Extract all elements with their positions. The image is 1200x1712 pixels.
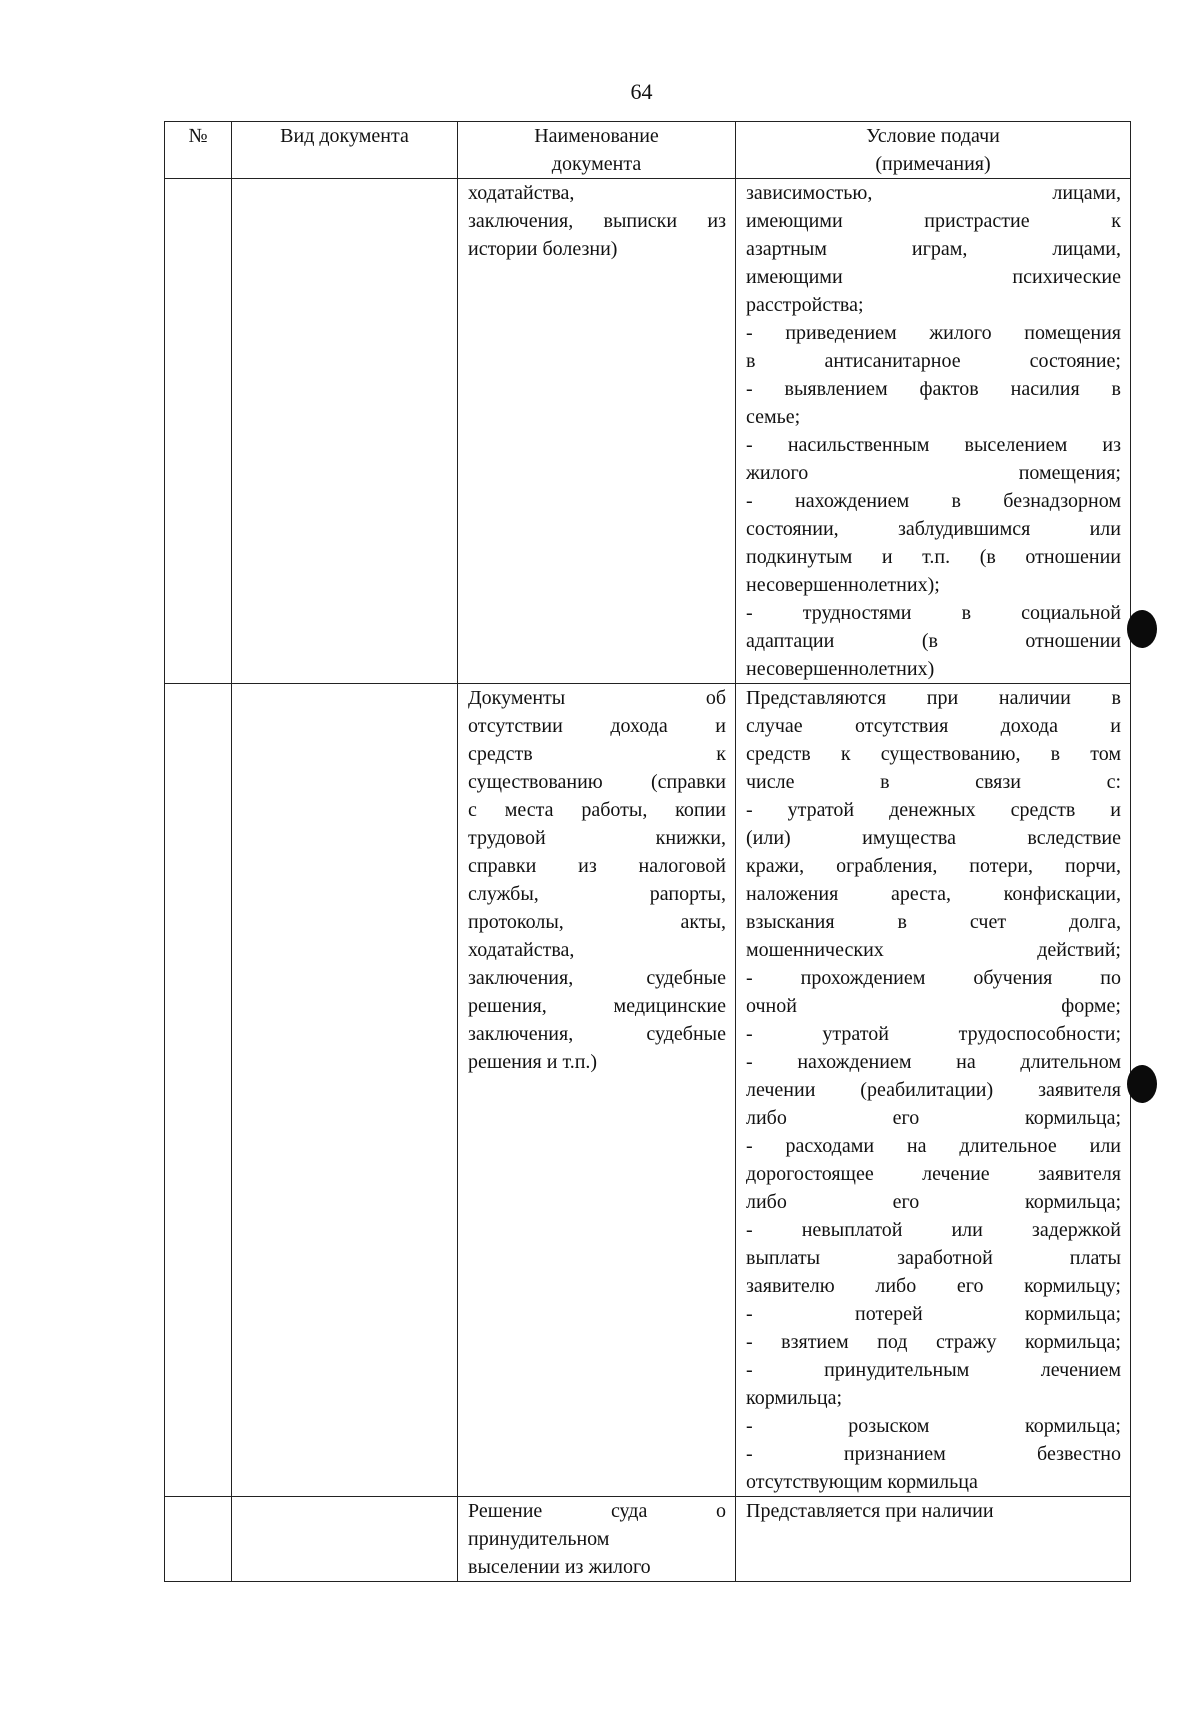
cell-doc-name: [458, 179, 736, 684]
condition-line: - выявлением фактов насилия в: [746, 378, 1121, 400]
condition-line: - потерей кормильца;: [746, 1303, 1121, 1325]
condition-line: очной форме;: [746, 995, 1121, 1017]
condition-line: имеющими пристрастие к: [746, 210, 1121, 232]
condition-line: числе в связи с:: [746, 771, 1121, 793]
condition-line: средств к существованию, в том: [746, 743, 1121, 765]
cell-doc-name: [458, 684, 736, 1497]
header-doc-name-line: Наименование: [534, 125, 659, 147]
condition-line: кражи, ограбления, потери, порчи,: [746, 855, 1121, 877]
condition-line: несовершеннолетних): [746, 658, 935, 680]
condition-line: - нахождением на длительном: [746, 1051, 1121, 1073]
table-header-row: [165, 122, 1131, 179]
header-number: №: [165, 122, 232, 179]
condition-line: либо его кормильца;: [746, 1107, 1121, 1129]
condition-line: несовершеннолетних);: [746, 574, 940, 596]
condition-line: адаптации (в отношении: [746, 630, 1121, 652]
condition-line: Представляется при наличии: [746, 1500, 994, 1522]
condition-line: - трудностями в социальной: [746, 602, 1121, 624]
condition-line: кормильца;: [746, 1387, 842, 1409]
cell-number: [165, 179, 232, 684]
header-condition-line: (примечания): [875, 153, 991, 175]
condition-line: - расходами на длительное или: [746, 1135, 1121, 1157]
doc-name-line: службы, рапорты,: [468, 883, 726, 905]
condition-line: имеющими психические: [746, 266, 1121, 288]
header-doc-name-line: документа: [551, 153, 642, 175]
condition-line: - утратой денежных средств и: [746, 799, 1121, 821]
condition-line: семье;: [746, 406, 801, 428]
condition-line: азартным играм, лицами,: [746, 238, 1121, 260]
condition-line: - признанием безвестно: [746, 1443, 1121, 1465]
table-row: [165, 1497, 1131, 1582]
cell-doc-name: [458, 1497, 736, 1582]
condition-line: выплаты заработной платы: [746, 1247, 1121, 1269]
cell-condition: [736, 1497, 1131, 1582]
table-row: [165, 179, 1131, 684]
condition-line: наложения ареста, конфискации,: [746, 883, 1121, 905]
header-doc-name: [458, 122, 736, 179]
condition-line: Представляются при наличии в: [746, 687, 1121, 709]
condition-line: - прохождением обучения по: [746, 967, 1121, 989]
cell-doc-type: [232, 1497, 458, 1582]
condition-line: в антисанитарное состояние;: [746, 350, 1121, 372]
condition-line: состоянии, заблудившимся или: [746, 518, 1121, 540]
condition-line: расстройства;: [746, 294, 864, 316]
doc-name-line: существованию (справки: [468, 771, 726, 793]
condition-line: - розыском кормильца;: [746, 1415, 1121, 1437]
condition-line: отсутствующим кормильца: [746, 1471, 978, 1493]
doc-name-line: решения и т.п.): [468, 1051, 598, 1073]
doc-name-line: выселении из жилого: [468, 1556, 651, 1578]
doc-name-line: справки из налоговой: [468, 855, 726, 877]
doc-name-line: Решение суда о: [468, 1500, 726, 1522]
doc-name-line: принудительном: [468, 1528, 610, 1550]
condition-line: дорогостоящее лечение заявителя: [746, 1163, 1121, 1185]
condition-line: - приведением жилого помещения: [746, 322, 1121, 344]
doc-name-line: заключения, выписки из: [468, 210, 726, 232]
cell-number: [165, 684, 232, 1497]
punch-hole-mark: [1127, 610, 1157, 648]
doc-name-line: отсутствии дохода и: [468, 715, 726, 737]
doc-name-line: трудовой книжки,: [468, 827, 726, 849]
table-row: [165, 684, 1131, 1497]
cell-condition: [736, 684, 1131, 1497]
punch-hole-mark: [1127, 1065, 1157, 1103]
condition-line: - невыплатой или задержкой: [746, 1219, 1121, 1241]
condition-line: подкинутым и т.п. (в отношении: [746, 546, 1121, 568]
condition-line: - нахождением в безнадзорном: [746, 490, 1121, 512]
condition-line: либо его кормильца;: [746, 1191, 1121, 1213]
doc-name-line: средств к: [468, 743, 726, 765]
condition-line: - взятием под стражу кормильца;: [746, 1331, 1121, 1353]
condition-line: - принудительным лечением: [746, 1359, 1121, 1381]
header-condition: [736, 122, 1131, 179]
doc-name-line: с места работы, копии: [468, 799, 726, 821]
condition-line: лечении (реабилитации) заявителя: [746, 1079, 1121, 1101]
condition-line: мошеннических действий;: [746, 939, 1121, 961]
doc-name-line: истории болезни): [468, 238, 618, 260]
condition-line: случае отсутствия дохода и: [746, 715, 1121, 737]
doc-name-line: заключения, судебные: [468, 967, 726, 989]
cell-doc-type: [232, 684, 458, 1497]
condition-line: - утратой трудоспособности;: [746, 1023, 1121, 1045]
doc-name-line: протоколы, акты,: [468, 911, 726, 933]
condition-line: - насильственным выселением из: [746, 434, 1121, 456]
condition-line: взыскания в счет долга,: [746, 911, 1121, 933]
doc-name-line: Документы об: [468, 687, 726, 709]
doc-name-line: ходатайства,: [468, 939, 575, 961]
doc-name-line: решения, медицинские: [468, 995, 726, 1017]
cell-condition: [736, 179, 1131, 684]
cell-number: [165, 1497, 232, 1582]
header-condition-line: Условие подачи: [866, 125, 1000, 147]
condition-line: жилого помещения;: [746, 462, 1121, 484]
condition-line: зависимостью, лицами,: [746, 182, 1121, 204]
header-doc-type: Вид документа: [232, 122, 458, 179]
page-number: 64: [630, 79, 653, 104]
doc-name-line: ходатайства,: [468, 182, 575, 204]
condition-line: (или) имущества вследствие: [746, 827, 1121, 849]
cell-doc-type: [232, 179, 458, 684]
condition-line: заявителю либо его кормильцу;: [746, 1275, 1121, 1297]
documents-table: [164, 121, 1131, 1582]
doc-name-line: заключения, судебные: [468, 1023, 726, 1045]
